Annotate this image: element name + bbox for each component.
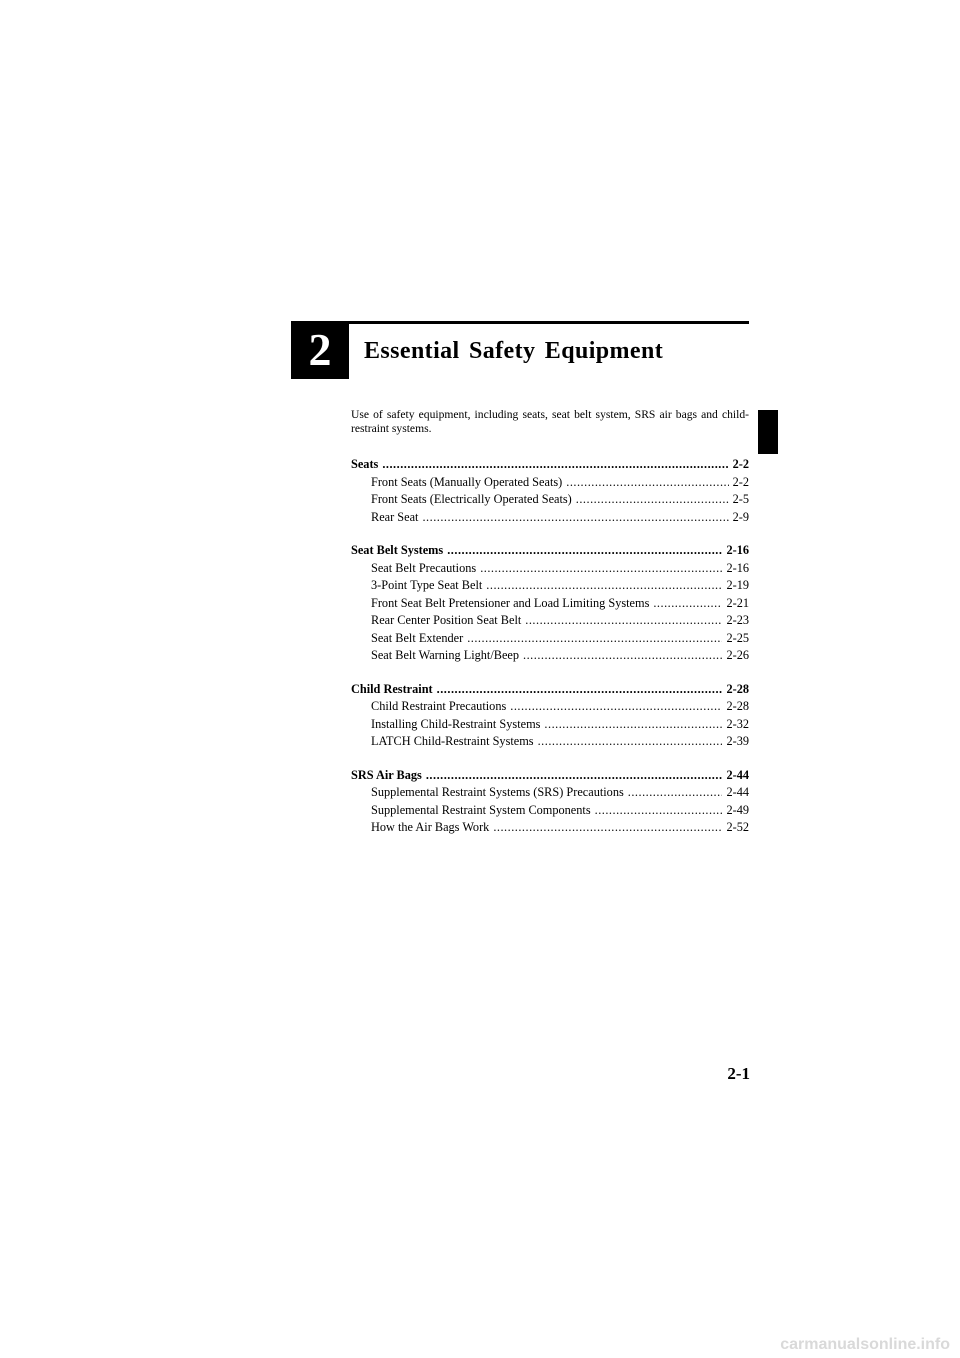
toc-subentry-page: 2-52 <box>726 820 749 834</box>
toc-subentry-label: Seat Belt Extender <box>371 630 464 645</box>
toc-subentry-page: 2-9 <box>732 509 749 524</box>
toc-subentry[interactable] <box>351 819 749 837</box>
toc-subentry[interactable] <box>351 802 749 820</box>
toc-subentry[interactable] <box>351 491 749 509</box>
toc-subentry-label: Supplemental Restraint Systems (SRS) Precautions <box>371 785 624 799</box>
toc-dot-leader <box>595 802 723 820</box>
watermark: carmanualsonline.info <box>780 1336 950 1353</box>
toc-dot-leader <box>493 819 722 837</box>
toc-subentry-label: Front Seat Belt Pretensioner and Load Limiting Systems <box>371 595 650 610</box>
toc-subentry[interactable] <box>351 784 749 802</box>
toc-dot-leader <box>525 612 722 630</box>
toc-subentry-label: 3-Point Type Seat Belt <box>371 578 483 592</box>
toc-entry[interactable] <box>351 767 749 785</box>
toc-subentry-label: Supplemental Restraint System Components <box>371 802 591 817</box>
toc-dot-leader <box>510 698 722 716</box>
chapter-number-block <box>291 321 349 379</box>
toc-subentry-label: Rear Center Position Seat Belt <box>371 613 522 627</box>
toc-subentry-page: 2-26 <box>726 648 749 662</box>
toc-section-srs-air-bags <box>351 767 749 837</box>
toc-subentry[interactable] <box>351 612 749 630</box>
chapter-number: 2 <box>308 324 332 375</box>
toc-dot-leader <box>467 630 722 648</box>
toc-subentry-label: Installing Child-Restraint Systems <box>371 716 541 731</box>
toc-dot-leader <box>382 456 728 474</box>
toc-entry-page: 2-2 <box>732 457 749 471</box>
toc-section-child-restraint <box>351 681 749 751</box>
toc-subentry[interactable] <box>351 698 749 716</box>
toc-subentry-page: 2-32 <box>726 716 749 731</box>
toc-subentry-page: 2-5 <box>732 492 749 506</box>
toc-subentry[interactable] <box>351 509 749 527</box>
toc-dot-leader <box>480 560 722 578</box>
toc-dot-leader <box>486 577 722 595</box>
toc-subentry-label: Seat Belt Precautions <box>371 560 477 575</box>
toc-dot-leader <box>628 784 723 802</box>
toc-subentry-label: Rear Seat <box>371 509 419 524</box>
toc-subentry[interactable] <box>351 630 749 648</box>
toc-entry-label: Seat Belt Systems <box>351 543 444 557</box>
toc-subentry-page: 2-2 <box>732 474 749 489</box>
toc-subentry-page: 2-39 <box>726 734 749 748</box>
toc-subentry-page: 2-19 <box>726 578 749 592</box>
chapter-title: Essential Safety Equipment <box>364 338 664 364</box>
toc-subentry-label: Front Seats (Electrically Operated Seats) <box>371 492 572 506</box>
toc-subentry-page: 2-21 <box>726 595 749 610</box>
toc-subentry-page: 2-16 <box>726 560 749 575</box>
toc-subentry[interactable] <box>351 474 749 492</box>
toc-subentry[interactable] <box>351 647 749 665</box>
table-of-contents <box>351 456 749 853</box>
toc-dot-leader <box>422 509 728 527</box>
toc-subentry-page: 2-25 <box>726 630 749 645</box>
chapter-side-tab <box>758 410 778 454</box>
toc-dot-leader <box>523 647 722 665</box>
toc-section-seats <box>351 456 749 526</box>
toc-entry-page: 2-16 <box>726 543 749 557</box>
toc-subentry[interactable] <box>351 733 749 751</box>
toc-subentry-page: 2-23 <box>726 613 749 627</box>
toc-subentry-page: 2-28 <box>726 699 749 713</box>
toc-entry-page: 2-44 <box>726 767 749 782</box>
toc-entry[interactable] <box>351 456 749 474</box>
toc-entry[interactable] <box>351 681 749 699</box>
toc-subentry-label: LATCH Child-Restraint Systems <box>371 734 534 748</box>
toc-entry-label: Seats <box>351 457 379 471</box>
toc-entry-label: Child Restraint <box>351 681 433 696</box>
toc-entry-page: 2-28 <box>726 681 749 696</box>
toc-entry[interactable] <box>351 542 749 560</box>
toc-dot-leader <box>437 681 723 699</box>
toc-subentry-label: Seat Belt Warning Light/Beep <box>371 648 520 662</box>
toc-section-seat-belt-systems <box>351 542 749 665</box>
toc-dot-leader <box>653 595 722 613</box>
toc-dot-leader <box>538 733 723 751</box>
toc-subentry-page: 2-44 <box>726 785 749 799</box>
toc-dot-leader <box>544 716 722 734</box>
toc-subentry[interactable] <box>351 577 749 595</box>
toc-subentry[interactable] <box>351 595 749 613</box>
chapter-intro: Use of safety equipment, including seats, seat belt system, SRS air bags and child-restraint systems. <box>351 408 749 435</box>
toc-subentry[interactable] <box>351 560 749 578</box>
toc-subentry-label: Front Seats (Manually Operated Seats) <box>371 474 563 489</box>
toc-dot-leader <box>426 767 723 785</box>
toc-subentry-page: 2-49 <box>726 802 749 817</box>
page-number: 2-1 <box>727 1064 750 1083</box>
toc-dot-leader <box>447 542 722 560</box>
toc-entry-label: SRS Air Bags <box>351 767 422 782</box>
toc-subentry-label: Child Restraint Precautions <box>371 699 507 713</box>
toc-dot-leader <box>576 491 729 509</box>
toc-subentry-label: How the Air Bags Work <box>371 820 490 834</box>
toc-subentry[interactable] <box>351 716 749 734</box>
title-rule <box>349 321 749 324</box>
toc-dot-leader <box>566 474 728 492</box>
